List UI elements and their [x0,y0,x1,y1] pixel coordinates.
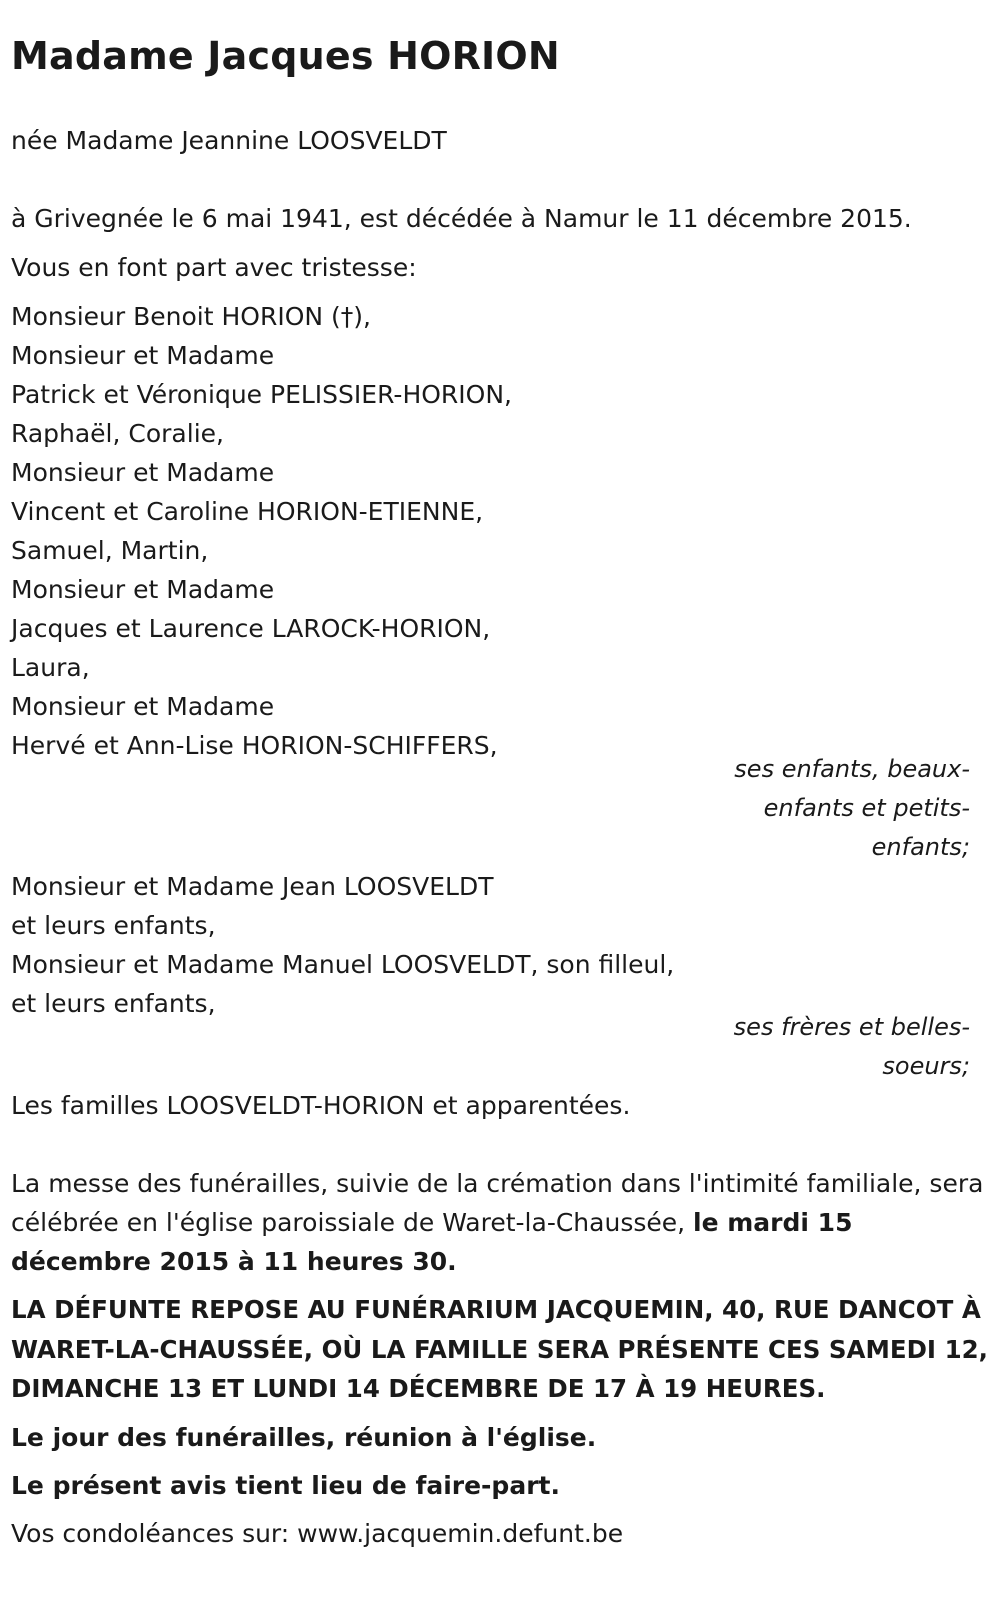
families-line: Les familles LOOSVELDT-HORION et apparentées. [11,1091,631,1120]
list-item: et leurs enfants, [11,989,216,1018]
relation-line: ses frères et belles- [733,1013,970,1041]
list-item: Monsieur et Madame [11,575,275,604]
list-item: Monsieur et Madame [11,458,275,487]
mass-date-time: le mardi 15 décembre 2015 à 11 heures 30. [11,1208,853,1276]
list-item: Patrick et Véronique PELISSIER-HORION, [11,380,513,409]
birth-name: née Madame Jeannine LOOSVELDT [11,126,447,155]
list-item: et leurs enfants, [11,911,216,940]
list-item: Monsieur et Madame Manuel LOOSVELDT, son filleul, [11,950,675,979]
relation-line: enfants; [871,833,970,861]
funeral-mass-paragraph [11,1164,986,1281]
relation-line: enfants et petits- [763,794,970,822]
list-item: Samuel, Martin, [11,536,209,565]
list-item: Monsieur et Madame [11,341,275,370]
list-item: Vincent et Caroline HORION-ETIENNE, [11,497,484,526]
list-item: Monsieur Benoit HORION (†), [11,302,371,331]
deceased-name-title: Madame Jacques HORION [11,34,560,78]
relation-line: soeurs; [882,1052,970,1080]
list-item: Raphaël, Coralie, [11,419,224,448]
announcement-intro: Vous en font part avec tristesse: [11,253,417,282]
list-item: Monsieur et Madame Jean LOOSVELDT [11,872,494,901]
condolences-line: Vos condoléances sur: www.jacquemin.defunt.be [11,1519,624,1548]
relation-line: ses enfants, beaux- [734,755,970,783]
church-meeting: Le jour des funérailles, réunion à l'église. [11,1423,597,1452]
funerarium-notice: LA DÉFUNTE REPOSE AU FUNÉRARIUM JACQUEMIN, 40, RUE DANCOT À WARET-LA-CHAUSSÉE, OÙ LA FAMILLE SERA PRÉSENTE CES SAMEDI 12, DIMANCHE 13 ET LUNDI 14 DÉCEMBRE DE 17 À 19 HEURES. [11,1295,988,1403]
birth-death-dates: à Grivegnée le 6 mai 1941, est décédée à Namur le 11 décembre 2015. [11,204,912,233]
faire-part-notice: Le présent avis tient lieu de faire-part. [11,1471,560,1500]
mass-text: La messe des funérailles, suivie de la crémation dans l'intimité familiale, sera célébrée en l'église paroissiale de Waret-la-Chaussée, [11,1169,984,1237]
list-item: Hervé et Ann-Lise HORION-SCHIFFERS, [11,731,498,760]
list-item: Laura, [11,653,90,682]
list-item: Jacques et Laurence LAROCK-HORION, [11,614,491,643]
list-item: Monsieur et Madame [11,692,275,721]
